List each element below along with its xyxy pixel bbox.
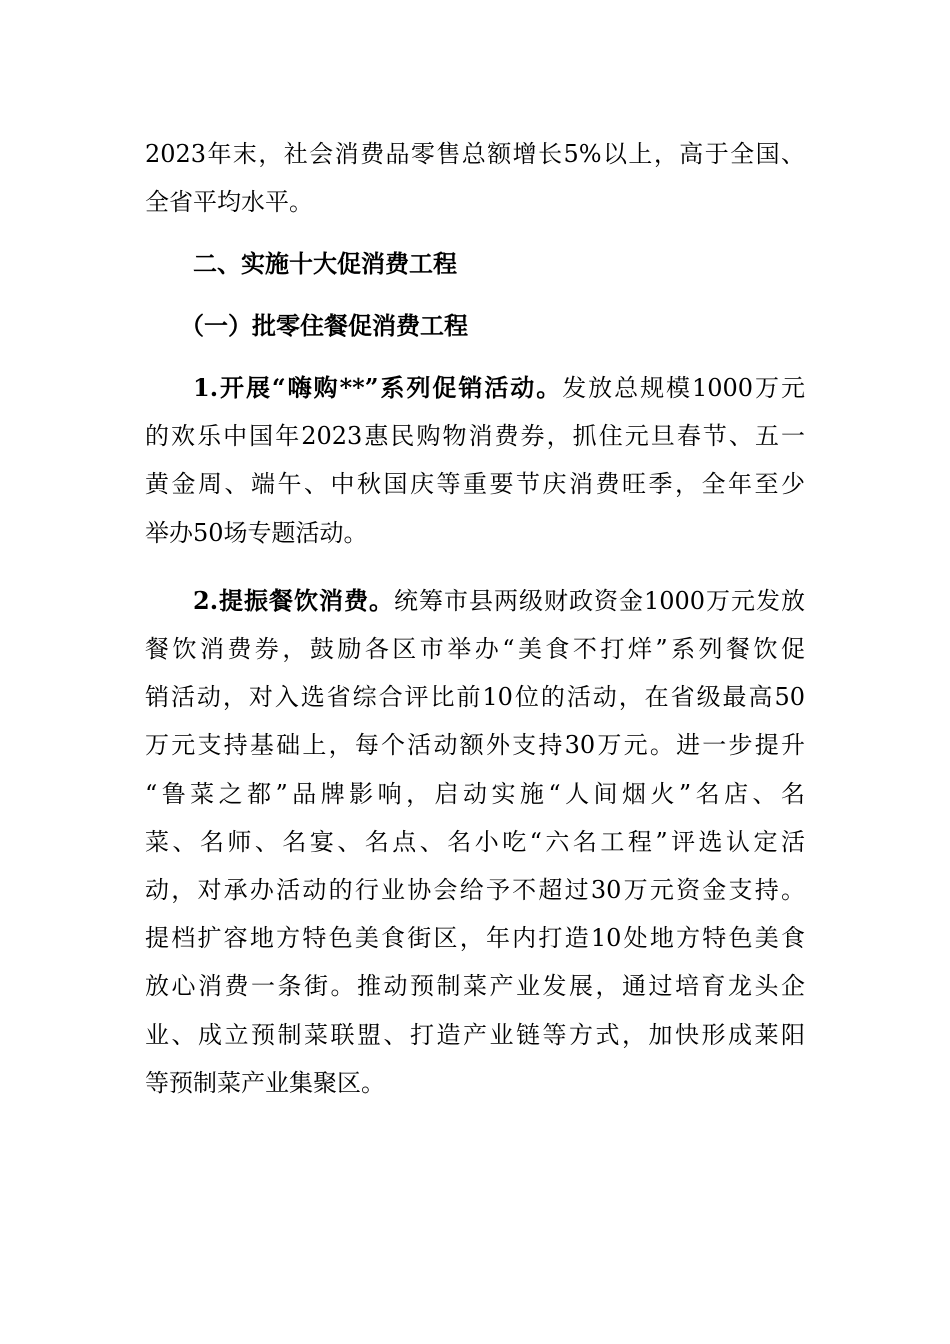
item2-line-7: 动，对承办活动的行业协会给予不超过30万元资金支持。 [145, 876, 805, 904]
item2-title: 2.提振餐饮消费。 [193, 586, 395, 615]
item1-line-1 [193, 372, 805, 404]
item1-title: 1.开展“嗨购**”系列促销活动。 [193, 373, 563, 402]
item2-line-6: 菜、名师、名宴、名点、名小吃“六名工程”评选认定活 [145, 828, 805, 856]
section-heading: 二、实施十大促消费工程 [193, 249, 457, 278]
item2-line-1 [193, 585, 805, 617]
para0-line-1: 2023年末，社会消费品零售总额增长5%以上，高于全国、 [145, 140, 805, 168]
item2-line-10: 业、成立预制菜联盟、打造产业链等方式，加快形成莱阳 [145, 1021, 805, 1049]
item2-line1-rest: 统筹市县两级财政资金1000万元发放 [394, 587, 806, 615]
item2-line-11: 等预制菜产业集聚区。 [145, 1069, 385, 1097]
item2-line-9: 放心消费一条街。推动预制菜产业发展，通过培育龙头企 [145, 972, 805, 1000]
item2-line-3: 销活动，对入选省综合评比前10位的活动，在省级最高50 [145, 683, 805, 711]
item1-line-4: 举办50场专题活动。 [145, 519, 368, 547]
item1-line-3: 黄金周、端午、中秋国庆等重要节庆消费旺季，全年至少 [145, 470, 805, 498]
item1-line1-rest: 发放总规模1000万元 [562, 374, 805, 402]
para0-line-2: 全省平均水平。 [145, 188, 313, 216]
item2-line-4: 万元支持基础上，每个活动额外支持30万元。进一步提升 [145, 731, 805, 759]
item2-line-5: “鲁菜之都”品牌影响，启动实施“人间烟火”名店、名 [145, 780, 805, 808]
item1-line-2: 的欢乐中国年2023惠民购物消费券，抓住元旦春节、五一 [145, 422, 805, 450]
subsection-heading: （一）批零住餐促消费工程 [180, 311, 468, 340]
item2-line-8: 提档扩容地方特色美食街区，年内打造10处地方特色美食 [145, 924, 805, 952]
item2-line-2: 餐饮消费券，鼓励各区市举办“美食不打烊”系列餐饮促 [145, 635, 805, 663]
